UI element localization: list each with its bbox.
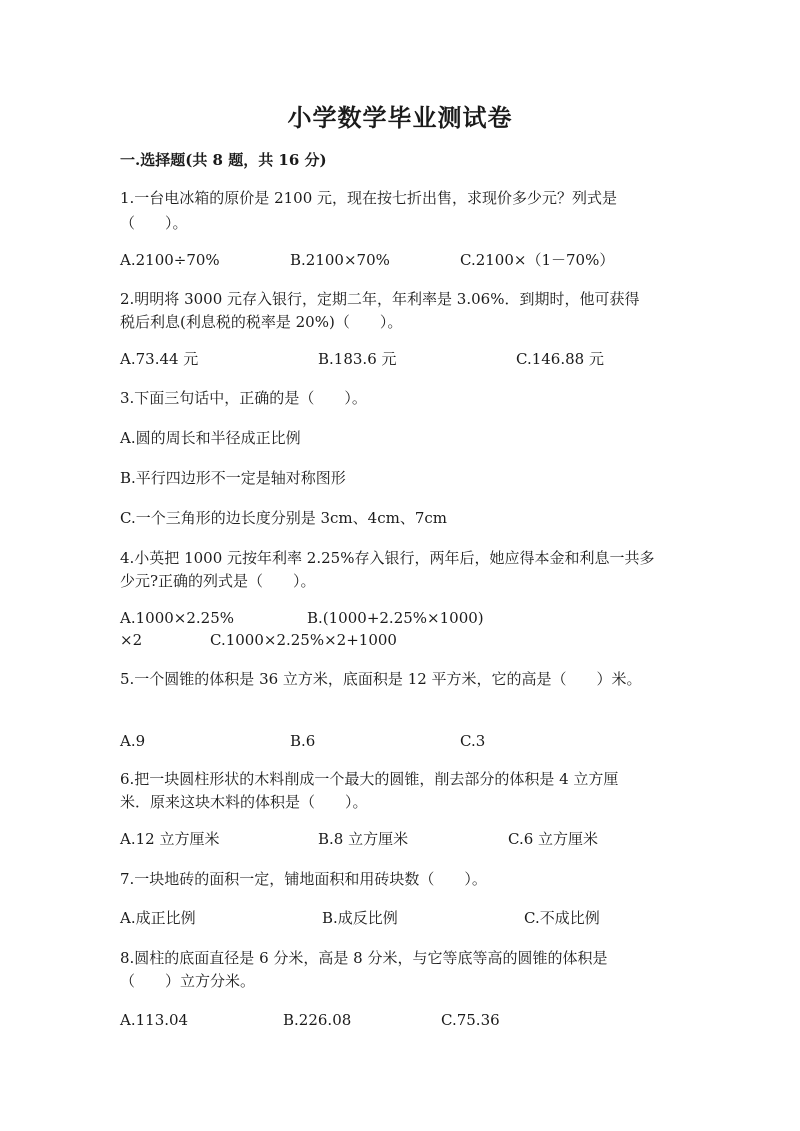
question-8-option-a: A.113.04 (120, 1011, 189, 1029)
question-3-option-c: C.一个三角形的边长度分别是 3cm、4cm、7cm (120, 509, 447, 527)
question-2-option-c: C.146.88 元 (516, 350, 604, 368)
question-4-text-cont: 少元?正确的列式是（ ）。 (120, 572, 316, 590)
question-8-option-c: C.75.36 (441, 1011, 500, 1029)
question-2-text: 2.明明将 3000 元存入银行，定期二年，年利率是 3.06%．到期时，他可获得 (120, 290, 640, 308)
question-3-option-b: B.平行四边形不一定是轴对称图形 (120, 469, 346, 487)
question-6-option-c: C.6 立方厘米 (508, 830, 599, 848)
question-4-option-b: B.(1000+2.25%×1000) (307, 609, 484, 627)
question-7-option-b: B.成反比例 (322, 909, 398, 927)
question-2-option-a: A.73.44 元 (120, 350, 199, 368)
question-5-option-a: A.9 (120, 732, 146, 750)
question-1-text: 1.一台电冰箱的原价是 2100 元，现在按七折出售，求现价多少元？列式是 (120, 189, 618, 207)
question-1-option-a: A.2100÷70% (120, 251, 220, 269)
question-4-option-b-cont: ×2 (120, 631, 143, 649)
question-6-option-b: B.8 立方厘米 (318, 830, 409, 848)
question-1-option-c: C.2100×（1－70%） (460, 251, 615, 269)
question-7-option-c: C.不成比例 (524, 909, 600, 927)
page-title: 小学数学毕业测试卷 (287, 103, 513, 132)
question-5-option-c: C.3 (460, 732, 486, 750)
question-7-text: 7.一块地砖的面积一定，铺地面积和用砖块数（ ）。 (120, 870, 487, 888)
question-1-text-cont: （ ）。 (120, 214, 188, 232)
question-4-text: 4.小英把 1000 元按年利率 2.25%存入银行，两年后，她应得本金和利息一共多 (120, 549, 655, 567)
question-6-text-cont: 米．原来这块木料的体积是（ ）。 (120, 793, 368, 811)
question-4-option-c: C.1000×2.25%×2+1000 (210, 631, 397, 649)
question-7-option-a: A.成正比例 (120, 909, 196, 927)
question-6-text: 6.把一块圆柱形状的木料削成一个最大的圆锥，削去部分的体积是 4 立方厘 (120, 770, 619, 788)
question-4-option-a: A.1000×2.25% (120, 609, 234, 627)
question-3-option-a: A.圆的周长和半径成正比例 (120, 429, 301, 447)
question-8-text: 8.圆柱的底面直径是 6 分米，高是 8 分米，与它等底等高的圆锥的体积是 (120, 949, 608, 967)
question-5-option-b: B.6 (290, 732, 316, 750)
section-heading: 一.选择题(共 8 题，共 16 分) (120, 151, 327, 169)
question-6-option-a: A.12 立方厘米 (120, 830, 220, 848)
question-2-text-cont: 税后利息(利息税的税率是 20%)（ ）。 (120, 313, 403, 331)
question-5-text: 5.一个圆锥的体积是 36 立方米，底面积是 12 平方米，它的高是（ ）米。 (120, 670, 642, 688)
question-8-text-cont: （ ）立方分米。 (120, 972, 256, 990)
question-1-option-b: B.2100×70% (290, 251, 390, 269)
question-2-option-b: B.183.6 元 (318, 350, 397, 368)
question-8-option-b: B.226.08 (283, 1011, 352, 1029)
question-3-text: 3.下面三句话中，正确的是（ ）。 (120, 389, 367, 407)
